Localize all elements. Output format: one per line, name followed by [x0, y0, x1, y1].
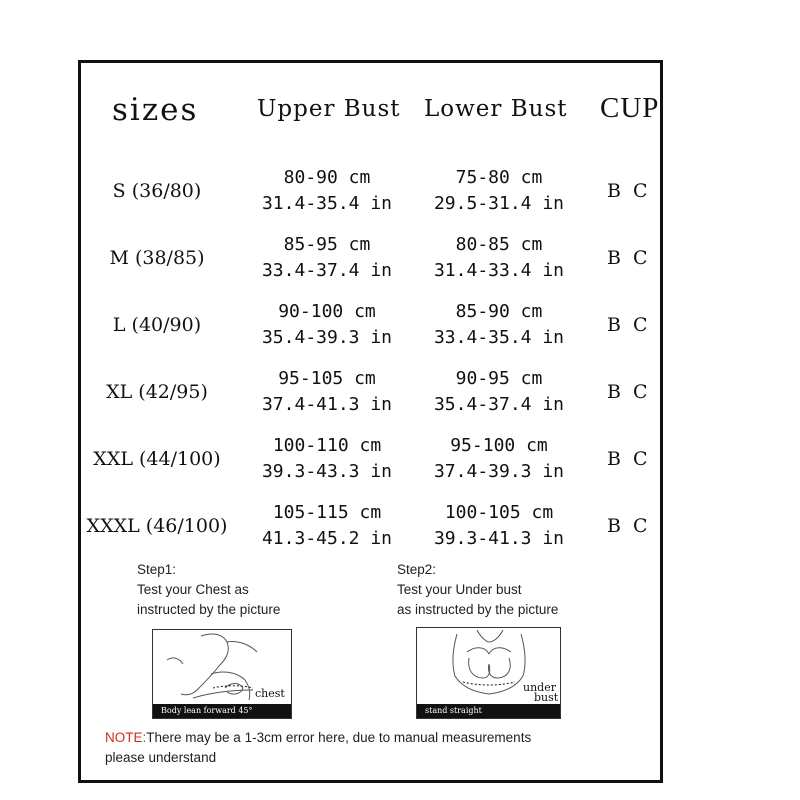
underbust-label-bust: bust	[534, 691, 559, 704]
note-prefix: NOTE:	[105, 730, 147, 745]
step1-title: Step1:	[137, 562, 177, 577]
underbust-caption: stand straight	[417, 704, 560, 718]
cup-value: B C	[607, 381, 651, 403]
upper-bust-cm: 80-90 cm	[283, 167, 371, 188]
cup-value: B C	[607, 515, 651, 537]
upper-bust-cm: 85-95 cm	[283, 234, 371, 255]
table-row	[0, 498, 800, 558]
chest-caption: Body lean forward 45°	[153, 704, 291, 718]
step2-instructions	[397, 560, 558, 620]
lower-bust-cm: 90-95 cm	[455, 368, 543, 389]
header-lower-bust: Lower Bust	[424, 96, 568, 122]
lower-bust-in: 35.4-37.4 in	[433, 394, 565, 415]
lower-bust-in: 37.4-39.3 in	[433, 461, 565, 482]
lower-bust-in: 29.5-31.4 in	[433, 193, 565, 214]
step2-title: Step2:	[397, 562, 437, 577]
lower-bust-in: 39.3-41.3 in	[433, 528, 565, 549]
header-cup: CUP	[600, 92, 660, 124]
table-row	[0, 297, 800, 357]
step2-line1: Test your Under bust	[397, 582, 522, 597]
size-label: XXXL (46/100)	[86, 515, 228, 537]
size-label: XXL (44/100)	[93, 448, 221, 470]
step2-line2: as instructed by the picture	[397, 602, 559, 617]
table-row	[0, 163, 800, 223]
upper-bust-in: 41.3-45.2 in	[261, 528, 393, 549]
step1-instructions	[137, 560, 280, 620]
upper-bust-in: 37.4-41.3 in	[261, 394, 393, 415]
upper-bust-in: 39.3-43.3 in	[261, 461, 393, 482]
step1-line2: instructed by the picture	[137, 602, 281, 617]
upper-bust-cm: 90-100 cm	[278, 301, 376, 322]
upper-bust-in: 33.4-37.4 in	[261, 260, 393, 281]
note-text: There may be a 1-3cm error here, due to manual measurements	[146, 730, 532, 745]
underbust-measure-illustration	[416, 627, 561, 719]
underbust-label-under: under	[523, 681, 556, 694]
upper-bust-cm: 95-105 cm	[278, 368, 376, 389]
table-row	[0, 431, 800, 491]
chest-measure-illustration	[152, 629, 292, 719]
lower-bust-cm: 95-100 cm	[450, 435, 548, 456]
cup-value: B C	[607, 247, 651, 269]
table-row	[0, 364, 800, 424]
measurement-note	[105, 728, 531, 768]
upper-bust-in: 31.4-35.4 in	[261, 193, 393, 214]
chest-label: chest	[255, 687, 285, 700]
lower-bust-cm: 75-80 cm	[455, 167, 543, 188]
size-label: L (40/90)	[112, 314, 202, 336]
header-sizes: sizes	[112, 92, 199, 128]
size-label: XL (42/95)	[106, 381, 208, 403]
step1-line1: Test your Chest as	[137, 582, 249, 597]
cup-value: B C	[607, 180, 651, 202]
cup-value: B C	[607, 314, 651, 336]
lower-bust-cm: 100-105 cm	[444, 502, 554, 523]
header-upper-bust: Upper Bust	[257, 96, 401, 122]
lower-bust-cm: 85-90 cm	[455, 301, 543, 322]
upper-bust-in: 35.4-39.3 in	[261, 327, 393, 348]
table-row	[0, 230, 800, 290]
lower-bust-cm: 80-85 cm	[455, 234, 543, 255]
lower-bust-in: 31.4-33.4 in	[433, 260, 565, 281]
size-label: M (38/85)	[109, 247, 205, 269]
cup-value: B C	[607, 448, 651, 470]
upper-bust-cm: 105-115 cm	[272, 502, 382, 523]
size-label: S (36/80)	[112, 180, 202, 202]
note-line2: please understand	[105, 750, 217, 765]
lower-bust-in: 33.4-35.4 in	[433, 327, 565, 348]
upper-bust-cm: 100-110 cm	[272, 435, 382, 456]
